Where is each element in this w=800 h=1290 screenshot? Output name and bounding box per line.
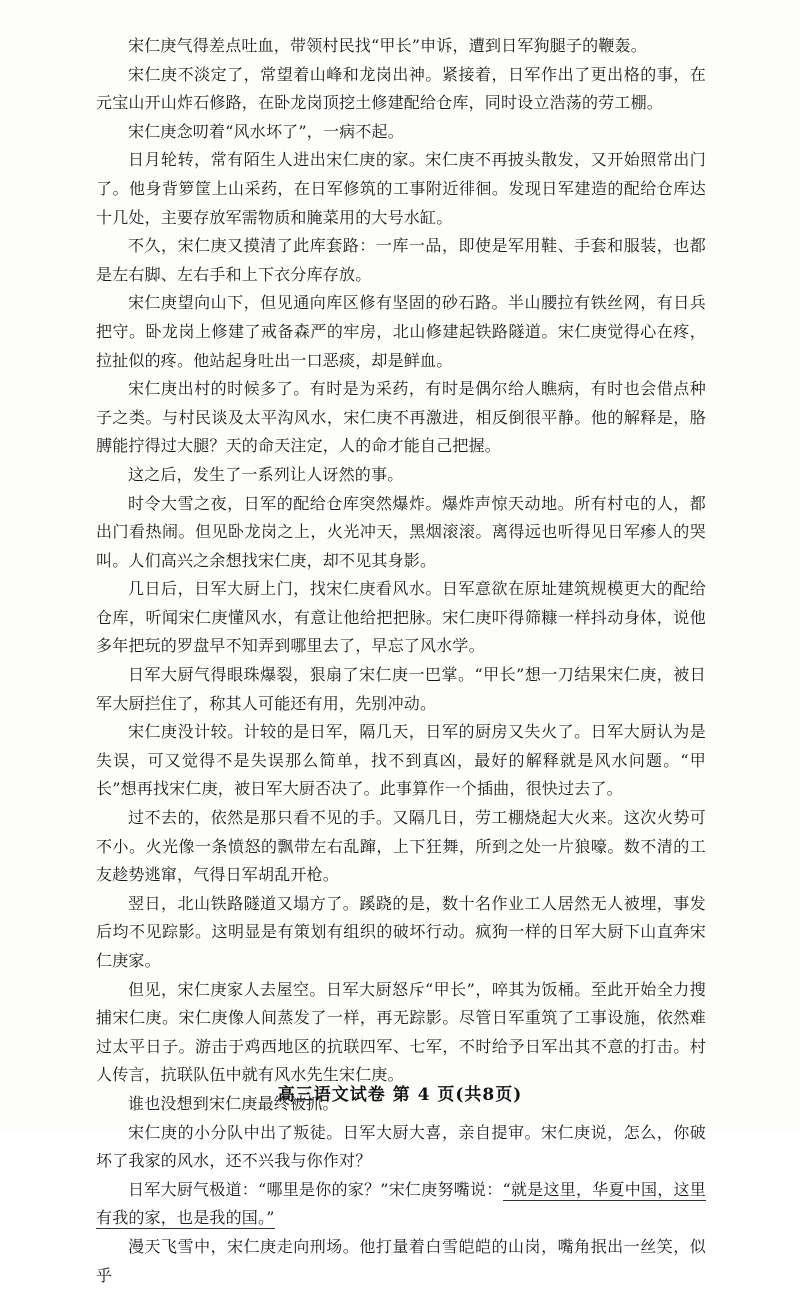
paragraph: 翌日，北山铁路隧道又塌方了。蹊跷的是，数十名作业工人居然无人被埋，事发后均不见踪影。这明显是有策划有组织的破坏行动。疯狗一样的日军大厨下山直奔宋仁庚家。: [96, 893, 706, 970]
paragraph: 宋仁庚不淡定了，常望着山峰和龙岗出神。紧接着，日军作出了更出格的事，在元宝山开山炸石修路，在卧龙岗顶挖土修建配给仓库，同时设立浩荡的劳工棚。: [96, 64, 706, 113]
paragraph: 时令大雪之夜，日军的配给仓库突然爆炸。爆炸声惊天动地。所有村屯的人，都出门看热闹。但见卧龙岗之上，火光冲天，黑烟滚滚。离得远也听得见日军瘆人的哭叫。人们高兴之余想找宋仁庚，却不见其身影。: [96, 493, 706, 570]
paragraph-with-underline: [96, 1176, 706, 1233]
paragraph: 宋仁庚望向山下，但见通向库区修有坚固的砂石路。半山腰拉有铁丝网，有日兵把守。卧龙岗上修建了戒备森严的牢房，北山修建起铁路隧道。宋仁庚觉得心在疼，拉扯似的疼。他站起身吐出一口恶痰，却是鲜血。: [96, 293, 706, 370]
paragraph: 谁也没想到宋仁庚最终被抓。: [128, 1093, 339, 1113]
paragraph: 不久，宋仁庚又摸清了此库套路：一库一品，即使是军用鞋、手套和服装，也都是左右脚、左右手和上下衣分库存放。: [96, 236, 706, 284]
paragraph: 过不去的，依然是那只看不见的手。又隔几日，劳工棚烧起大火来。这次火势可不小。火光像一条愤怒的飘带左右乱蹿，上下狂舞，所到之处一片狼嚎。数不清的工友趁势逃窜，气得日军胡乱开枪。: [96, 808, 706, 885]
paragraph: 宋仁庚念叨着“风水坏了”，一病不起。: [128, 121, 404, 141]
paragraph: 宋仁庚没计较。计较的是日军，隔几天，日军的厨房又失火了。日军大厨认为是失误，可又觉得不是失误那么简单，找不到真凶，最好的解释就是风水问题。“甲长”想再找宋仁庚，被日军大厨否决了。此事算作一个插曲，很快过去了。: [96, 722, 706, 799]
page-footer: 高三语文试卷 第 4 页(共8页): [277, 1085, 523, 1105]
paragraph: 这之后，发生了一系列让人讶然的事。: [128, 464, 404, 484]
paragraph: 几日后，日军大厨上门，找宋仁庚看风水。日军意欲在原址建筑规模更大的配给仓库，听闻宋仁庚懂风水，有意让他给把把脉。宋仁庚吓得筛糠一样抖动身体，说他多年把玩的罗盘早不知弄到哪里去了，早忘了风水学。: [96, 579, 706, 656]
underlined-sentence: “就是这里，华夏中国，这里有我的家，也是我的国。”: [96, 1179, 706, 1228]
paragraph: 日军大厨气得眼珠爆裂，狠扇了宋仁庚一巴掌。“甲长”想一刀结果宋仁庚，被日军大厨拦住了，称其人可能还有用，先别冲动。: [96, 665, 706, 713]
paragraph: 宋仁庚出村的时候多了。有时是为采药，有时是偶尔给人瞧病，有时也会借点种子之类。与村民谈及太平沟风水，宋仁庚不再激进，相反倒很平静。他的解释是，胳膊能拧得过大腿？天的命天注定，人的命才能自己把握。: [96, 379, 706, 456]
paragraph: 日月轮转，常有陌生人进出宋仁庚的家。宋仁庚不再披头散发，又开始照常出门了。他身背箩筐上山采药，在日军修筑的工事附近徘徊。发现日军建造的配给仓库达十几处，主要存放军需物质和腌菜用的大号水缸。: [96, 150, 706, 227]
paragraph-text: 日军大厨气极道：“哪里是你的家？”宋仁庚努嘴说：: [128, 1179, 503, 1199]
paragraph: 漫天飞雪中，宋仁庚走向刑场。他打量着白雪皑皑的山岗，嘴角抿出一丝笑，似乎: [96, 1236, 706, 1285]
paragraph: 但见，宋仁庚家人去屋空。日军大厨怒斥“甲长”，啐其为饭桶。至此开始全力搜捕宋仁庚。宋仁庚像人间蒸发了一样，再无踪影。尽管日军重筑了工事设施，依然难过太平日子。游击于鸡西地区的抗联四军、七军，不时给予日军出其不意的打击。村人传言，抗联队伍中就有风水先生宋仁庚。: [96, 979, 706, 1085]
paragraph: 宋仁庚气得差点吐血，带领村民找“甲长”申诉，遭到日军狗腿子的鞭轰。: [128, 36, 647, 55]
paragraph: 宋仁庚的小分队中出了叛徒。日军大厨大喜，亲自提审。宋仁庚说，怎么，你破坏了我家的风水，还不兴我与你作对？: [96, 1122, 706, 1171]
